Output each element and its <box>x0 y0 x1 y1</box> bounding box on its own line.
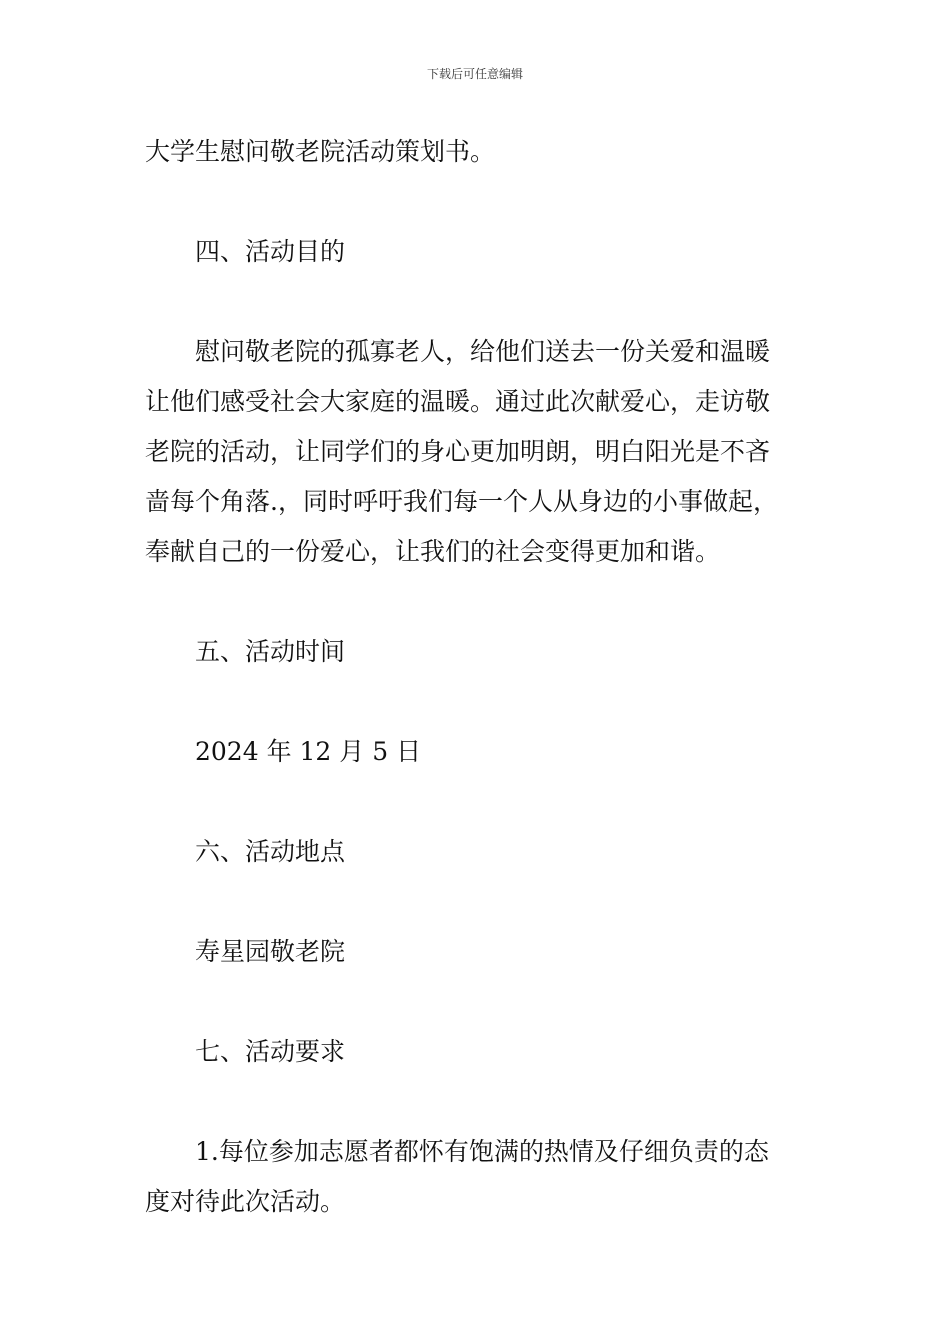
page-header: 下载后可任意编辑 <box>426 67 523 81</box>
section-7-paragraph <box>145 1127 810 1227</box>
section-6-body: 寿星园敬老院 <box>195 937 346 966</box>
section-7-heading: 七、活动要求 <box>195 1037 346 1066</box>
document-body <box>145 127 810 1227</box>
section-4-heading: 四、活动目的 <box>195 237 346 266</box>
paragraph-line: 啬每个角落.，同时呼吁我们每一个人从身边的小事做起， <box>145 487 778 516</box>
intro-line: 大学生慰问敬老院活动策划书。 <box>145 137 496 166</box>
section-5-heading: 五、活动时间 <box>195 637 346 666</box>
paragraph-line: 1.每位参加志愿者都怀有饱满的热情及仔细负责的态 <box>195 1137 769 1166</box>
section-4-paragraph <box>145 327 810 577</box>
paragraph-line: 度对待此次活动。 <box>145 1187 346 1216</box>
paragraph-line: 让他们感受社会大家庭的温暖。通过此次献爱心，走访敬 <box>145 387 771 416</box>
paragraph-line: 老院的活动，让同学们的身心更加明朗，明白阳光是不吝 <box>145 437 771 466</box>
section-5-body: 2024 年 12 月 5 日 <box>195 737 422 766</box>
section-6-heading: 六、活动地点 <box>195 837 346 866</box>
paragraph-line: 慰问敬老院的孤寡老人，给他们送去一份关爱和温暖 <box>195 337 771 366</box>
paragraph-line: 奉献自己的一份爱心，让我们的社会变得更加和谐。 <box>145 537 721 566</box>
